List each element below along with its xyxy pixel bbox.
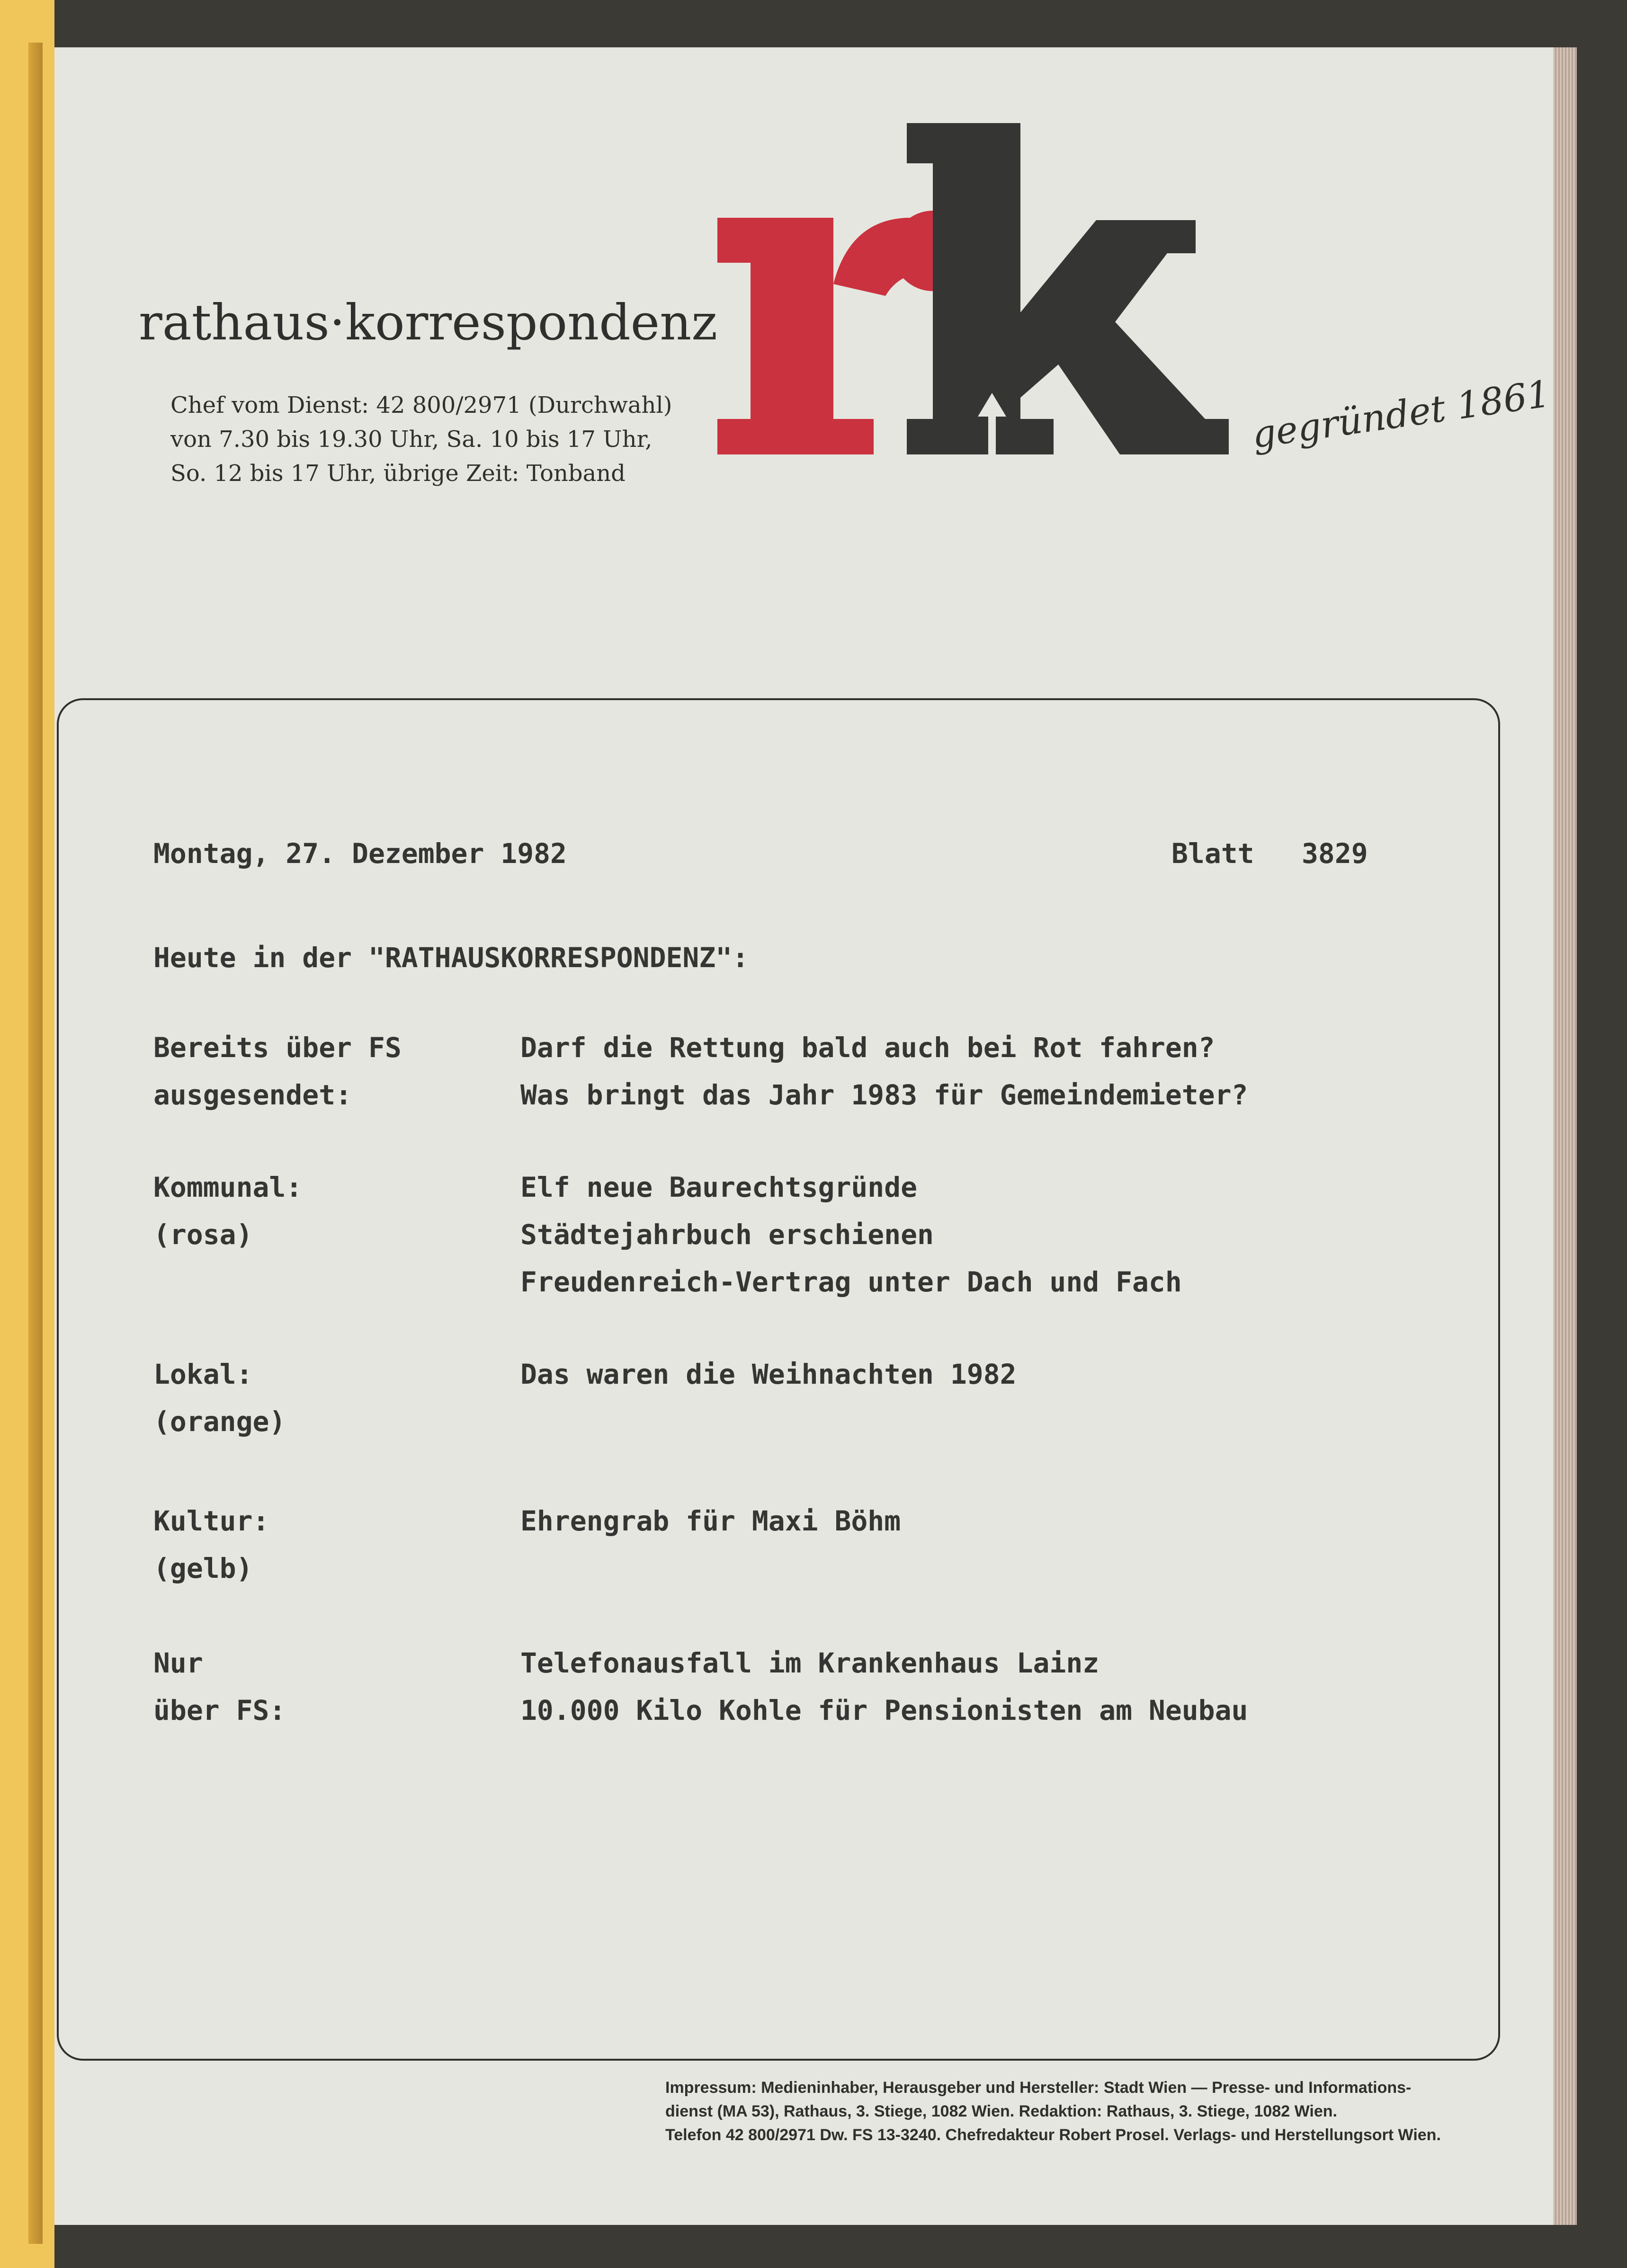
news-item: Elf neue Baurechtsgründe — [520, 1171, 918, 1203]
masthead-brand: rathaus·korrespondenz — [139, 294, 717, 351]
imprint-line: dienst (MA 53), Rathaus, 3. Stiege, 1082 Wien. Redaktion: Rathaus, 3. Stiege, 1082 Wien. — [665, 2102, 1337, 2120]
news-item: Ehrengrab für Maxi Böhm — [520, 1505, 901, 1537]
info-line: von 7.30 bis 19.30 Uhr, Sa. 10 bis 17 Uhr, — [170, 426, 653, 453]
news-item: Darf die Rettung bald auch bei Rot fahren? — [520, 1032, 1215, 1064]
imprint-line: Telefon 42 800/2971 Dw. FS 13-3240. Chefredakteur Robert Prosel. Verlags- und Herstellungsort Wien. — [665, 2126, 1441, 2144]
sheet-number: 3829 — [1302, 837, 1368, 870]
news-item: Das waren die Weihnachten 1982 — [520, 1358, 1017, 1390]
section-category: Lokal: — [153, 1358, 253, 1390]
info-line: So. 12 bis 17 Uhr, übrige Zeit: Tonband — [170, 460, 626, 487]
bulletin-date: Montag, 27. Dezember 1982 — [153, 837, 567, 870]
section-category: Kommunal: — [153, 1171, 303, 1203]
binding-edge — [28, 43, 43, 2244]
section-category: über FS: — [153, 1694, 286, 1726]
bulletin-heading: Heute in der "RATHAUSKORRESPONDENZ": — [153, 942, 749, 974]
section-category: (gelb) — [153, 1552, 253, 1584]
section-category: Nur — [153, 1647, 203, 1679]
rk-logo — [694, 85, 1333, 483]
section-category: ausgesendet: — [153, 1079, 352, 1111]
masthead-info — [170, 388, 691, 490]
sheet-label: Blatt — [1171, 837, 1254, 870]
info-line: Chef vom Dienst: 42 800/2971 (Durchwahl) — [170, 392, 672, 418]
news-item: Was bringt das Jahr 1983 für Gemeindemieter? — [520, 1079, 1248, 1111]
news-item: Telefonausfall im Krankenhaus Lainz — [520, 1647, 1100, 1679]
imprint — [665, 2076, 1496, 2147]
section-category: Kultur: — [153, 1505, 269, 1537]
news-item: 10.000 Kilo Kohle für Pensionisten am Neubau — [520, 1694, 1248, 1726]
document-page — [54, 47, 1553, 2225]
founded-signature: gegründet 1861 — [1249, 373, 1553, 457]
book-binding — [0, 0, 54, 2268]
news-item: Städtejahrbuch erschienen — [520, 1218, 934, 1251]
section-category: (rosa) — [153, 1218, 253, 1251]
section-category: Bereits über FS — [153, 1032, 402, 1064]
bulletin-box — [57, 698, 1500, 2061]
logo-letter-k — [907, 123, 1229, 454]
section-category: (orange) — [153, 1405, 286, 1438]
imprint-line: Impressum: Medieninhaber, Herausgeber und Hersteller: Stadt Wien — Presse- und Informations- — [665, 2079, 1412, 2097]
news-item: Freudenreich-Vertrag unter Dach und Fach — [520, 1266, 1182, 1298]
